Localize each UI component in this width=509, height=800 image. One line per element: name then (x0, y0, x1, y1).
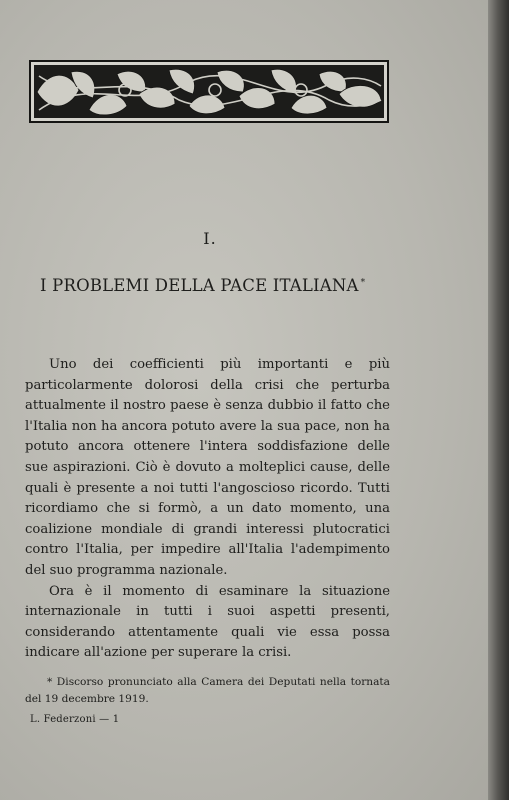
decorative-headpiece (29, 60, 389, 123)
paragraph: Ora è il momento di esaminare la situazione internazionale in tutti i suoi aspetti presenti, considerando attentamente quali vie essa possa indicare all'azione per superare la crisi. (25, 583, 390, 661)
chapter-title (40, 276, 420, 295)
paragraph: Uno dei coefficienti più importanti e più particolarmente dolorosi della crisi che perturba attualmente il nostro paese è senza dubbio il fatto che l'Italia non ha ancora potuto avere la sua pace, non ha potuto ancora ottenere l'intera soddisfazione delle sue aspirazioni. Ciò è dovuto a molteplici cause, delle quali è presente a noi tutti l'angoscioso ricordo. Tutti ricordiamo che si formò, a un dato momento, una coalizione mondiale di grandi interessi plutocratici contro l'Italia, per impedire all'Italia l'adempimento del suo programma nazionale. (25, 357, 390, 578)
footnote: * Discorso pronunciato alla Camera dei Deputati nella tornata del 19 decembre 1919. (25, 676, 390, 705)
body-text (25, 355, 390, 664)
chapter-number: I. (203, 229, 217, 248)
footnote-mark: * (360, 277, 366, 288)
book-gutter (488, 0, 509, 800)
signature-mark: L. Federzoni — 1 (30, 714, 120, 725)
chapter-title-text: I PROBLEMI DELLA PACE ITALIANA (40, 276, 359, 295)
